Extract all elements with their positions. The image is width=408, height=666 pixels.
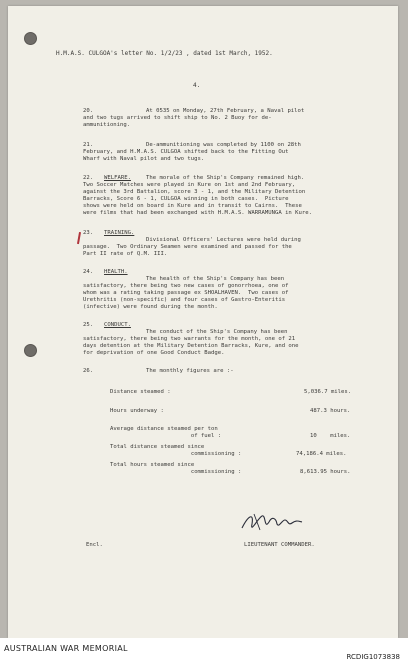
red-pencil-mark [77, 232, 81, 244]
figure-value: 74,186.4 miles. [296, 451, 347, 457]
para-number: 23. [83, 230, 94, 236]
para-line: February, and H.M.A.S. CULGOA shifted back to the Fitting Out [83, 149, 289, 155]
para-line: ammunitioning. [83, 122, 131, 128]
signature-title: LIEUTENANT COMMANDER. [244, 542, 315, 548]
para-line: The conduct of the Ship's Company has been [146, 329, 288, 335]
para-line: The monthly figures are :- [146, 368, 234, 374]
para-line: The health of the Ship's Company has been [146, 276, 285, 282]
para-line: satisfactory, there being two new cases of gonorrhoea, one of [83, 283, 289, 289]
para-number: 22. [83, 175, 94, 181]
document-page [8, 6, 398, 638]
para-line: Divisional Officers' Lectures were held during [146, 237, 301, 243]
para-heading: HEALTH. [104, 269, 128, 275]
para-line: days detention at the Military Detention Barracks, Kure, and one [83, 343, 299, 349]
archive-name: AUSTRALIAN WAR MEMORIAL [4, 644, 128, 653]
para-line: Urethritis (non-specific) and four cases of Gastro-Enteritis [83, 297, 286, 303]
punch-hole-bottom [24, 344, 37, 357]
para-line: At 0535 on Monday, 27th February, a Naval pilot [146, 108, 305, 114]
para-line: passage. Two Ordinary Seamen were examined and passed for the [83, 244, 292, 250]
para-line: and two tugs arrived to shift ship to No. 2 Buoy for de- [83, 115, 272, 121]
para-line: Two Soccer Matches were played in Kure on 1st and 2nd February, [83, 182, 296, 188]
figure-value: 8,613.95 hours. [300, 469, 351, 475]
para-heading: TRAINING. [104, 230, 135, 236]
para-number: 25. [83, 322, 94, 328]
para-line: against the 3rd Battalion, score 3 - 1, and the Military Detention [83, 189, 306, 195]
figure-label: Distance steamed : [110, 389, 171, 395]
archive-id: RCDIG1073838 [346, 653, 400, 661]
para-number: 26. [83, 368, 94, 374]
figure-label: Total distance steamed since commissioning : [110, 444, 242, 458]
para-number: 21. [83, 142, 94, 148]
page-number: 4. [193, 82, 201, 89]
para-line: for deprivation of one Good Conduct Badge. [83, 350, 225, 356]
figure-label: Total hours steamed since commissioning : [110, 462, 242, 476]
enclosure-label: Encl. [86, 542, 103, 548]
para-line: whom was a rating taking passage ex SHOALHAVEN. Two cases of [83, 290, 289, 296]
letter-reference: H.M.A.S. CULGOA's letter No. 1/2/23 , dated 1st March, 1952. [56, 50, 273, 57]
archive-footer [0, 638, 408, 666]
para-line: shows were held on board in Kure and in transit to Cairns. These [83, 203, 302, 209]
para-line: Barracks, Score 6 - 1, CULGOA winning in both cases. Picture [83, 196, 289, 202]
figure-value: 10 miles. [310, 433, 351, 439]
punch-hole-top [24, 32, 37, 45]
para-line: Wharf with Naval pilot and two tugs. [83, 156, 205, 162]
para-heading: CONDUCT. [104, 322, 131, 328]
signature-image [236, 508, 316, 538]
figure-label: Hours underway : [110, 408, 164, 414]
para-line: Part II rate of Q.M. III. [83, 251, 168, 257]
para-line: satisfactory, there being two warrants for the month, one of 21 [83, 336, 296, 342]
figure-value: 5,036.7 miles. [304, 389, 352, 395]
para-line: The morale of the Ship's Company remained high. [146, 175, 305, 181]
para-number: 20. [83, 108, 94, 114]
figure-label: Average distance steamed per ton of fuel : [110, 426, 222, 440]
para-heading: WELFARE. [104, 175, 131, 181]
para-line: De-ammunitioning was completed by 1100 on 28th [146, 142, 301, 148]
figure-value: 487.3 hours. [310, 408, 351, 414]
para-line: were films that had been exchanged with H.M.A.S. WARRAMUNGA in Kure. [83, 210, 313, 216]
para-line: (infective) were found during the month. [83, 304, 218, 310]
para-number: 24. [83, 269, 94, 275]
